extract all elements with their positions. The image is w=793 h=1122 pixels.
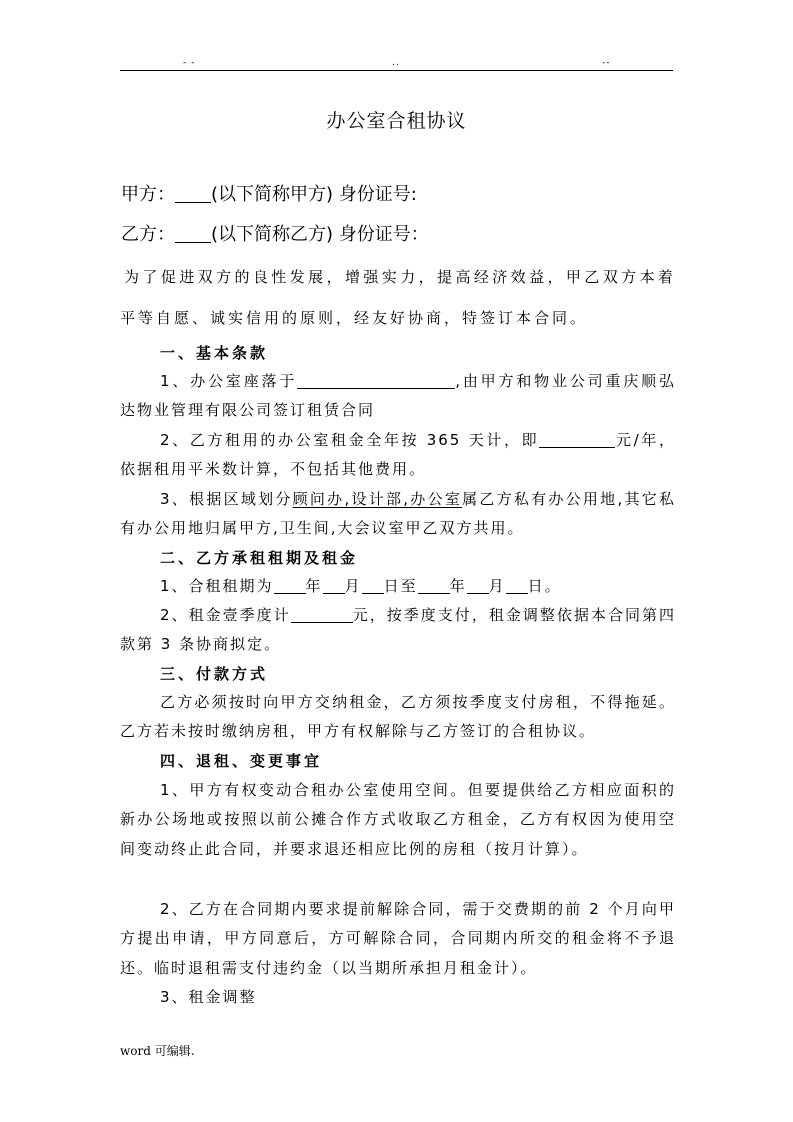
section1-item3-underlined: 顾问办,设计部,办公室 — [292, 490, 463, 508]
section4-heading: 四、退租、变更事宜 — [160, 752, 323, 770]
section2-item1-text-a: 1、合租租期为 — [160, 577, 274, 595]
start-month-blank[interactable] — [323, 576, 345, 594]
party-a-line — [121, 180, 417, 206]
section4-item1: 1、甲方有权变动合租办公室使用空间。但要提供给乙方相应面积的新办公场地或按照以前公摊合作方式收取乙方租金，乙方有权因为使用空间变动终止此合同，并要求退还相应比例的房租（按月计算）。 — [120, 781, 676, 858]
page-footer: word 可编辑. — [120, 1044, 195, 1058]
section1-item1-text-b: ,由甲方和物业公司重庆顺弘达物业管理有限公司签订租赁合同 — [120, 372, 676, 420]
party-a-suffix: (以下简称甲方) 身份证号: — [211, 184, 417, 205]
party-b-suffix: (以下简称乙方) 身份证号： — [211, 224, 429, 245]
section1-item3 — [120, 485, 676, 544]
section1-item2-text-a: 2、乙方租用的办公室租金全年按 365 天计，即 — [160, 431, 540, 449]
section1-heading: 一、基本条款 — [160, 344, 269, 362]
unit-day-2: 日。 — [527, 577, 562, 595]
section1-item2 — [120, 426, 676, 485]
section4-item3: 3、租金调整 — [160, 988, 257, 1006]
end-month-blank[interactable] — [467, 576, 489, 594]
party-b-name-blank[interactable] — [175, 224, 211, 243]
section2-heading: 二、乙方承租租期及租金 — [160, 549, 359, 567]
section3-heading: 三、付款方式 — [160, 665, 269, 683]
section3-text: 乙方必须按时向甲方交纳租金，乙方须按季度支付房租，不得拖延。乙方若未按时缴纳房租，甲方有权解除与乙方签订的合租协议。 — [120, 693, 676, 741]
quarterly-rent-blank[interactable] — [291, 605, 353, 623]
section4-item2: 2、乙方在合同期内要求提前解除合同，需于交费期的前 2 个月向甲方提出申请，甲方同意后，方可解除合同，合同期内所交的租金将不予退还。临时退租需支付违约金（以当期所承担月租金计）。 — [120, 900, 676, 977]
section2-item2-text-a: 2、租金壹季度计 — [160, 606, 291, 624]
header-mark-right: -- — [602, 58, 611, 68]
section1-item3-text-a: 3、根据区域划分 — [160, 490, 293, 508]
section1-item1 — [120, 367, 676, 426]
party-a-name-blank[interactable] — [175, 184, 211, 203]
start-day-blank[interactable] — [362, 576, 384, 594]
party-b-prefix: 乙方： — [121, 224, 175, 245]
header-mark-left: - - — [183, 58, 196, 68]
section2-item2 — [120, 601, 676, 660]
party-b-line — [121, 220, 429, 246]
annual-rent-blank[interactable] — [539, 430, 615, 448]
header-rule — [120, 70, 673, 71]
document-title: 办公室合租协议 — [326, 110, 467, 132]
unit-year-1: 年 — [305, 577, 323, 595]
end-year-blank[interactable] — [418, 576, 450, 594]
section2-item1 — [120, 572, 676, 601]
unit-month-1: 月 — [344, 577, 362, 595]
section1-item2-text-b: 元/年，依据租用平米数计算，不包括其他费用。 — [120, 431, 676, 479]
start-year-blank[interactable] — [274, 576, 306, 594]
party-a-prefix: 甲方： — [121, 184, 175, 205]
end-day-blank[interactable] — [506, 576, 528, 594]
unit-year-2: 年 — [449, 577, 467, 595]
section2-item2-text-b: 元，按季度支付，租金调整依据本合同第四款第 3 条协商拟定。 — [120, 606, 676, 654]
unit-month-2: 月 — [488, 577, 506, 595]
header-mark-center: .. — [392, 58, 400, 68]
intro-paragraph: 为了促进双方的良性发展，增强实力，提高经济效益，甲乙双方本着平等自愿、诚实信用的原则，经友好协商，特签订本合同。 — [120, 268, 676, 327]
unit-day-to: 日至 — [383, 577, 418, 595]
section1-item1-text-a: 1、办公室座落于 — [160, 372, 298, 390]
office-location-blank[interactable] — [297, 371, 455, 389]
section1-item3-text-b: 属乙方私有办公用地,其它私有办公用地归属甲方,卫生间,大会议室甲乙双方共用。 — [120, 490, 676, 538]
